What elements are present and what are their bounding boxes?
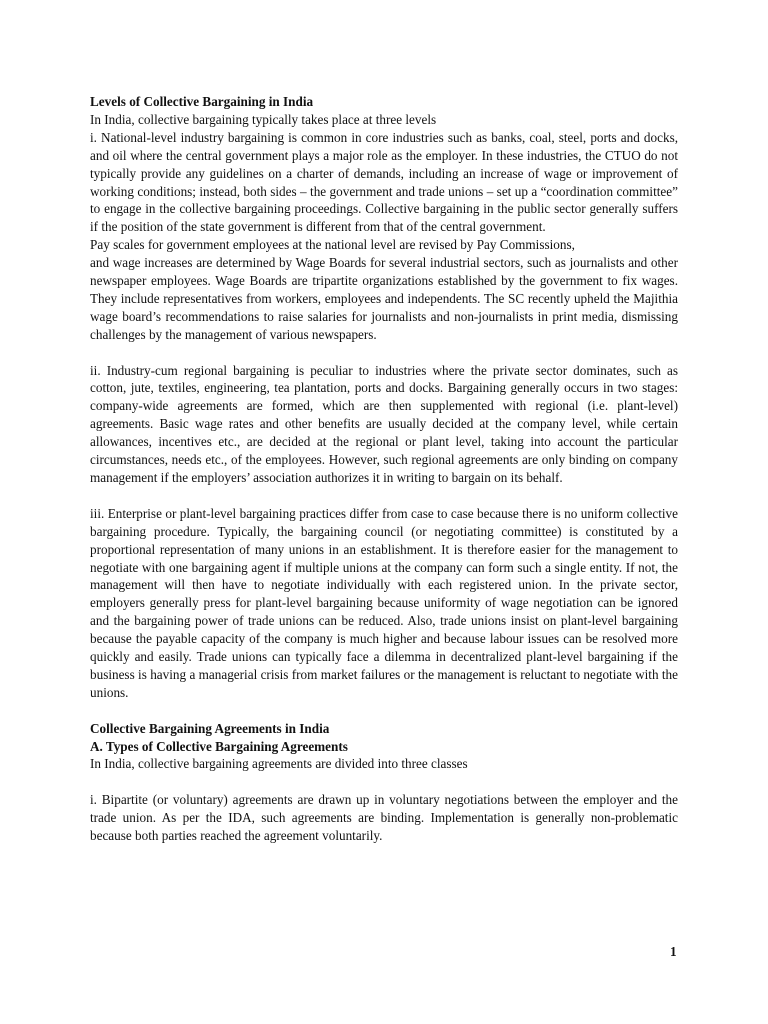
spacer [90,344,678,362]
section-levels [90,93,678,702]
spacer [90,773,678,791]
section-agreements [90,720,678,845]
paragraph-enterprise-level: iii. Enterprise or plant-level bargaining practices differ from case to case because there is no uniform collective bargaining procedure. Typically, the bargaining council (or negotiating committee) is constituted by a proportional representation of many unions in an establishment. It is therefore easier for the management to negotiate with one bargaining agent if multiple unions at the company can form such a single entity. If not, the management will then have to negotiate individually with each registered union. In the private sector, employers generally press for plant-level bargaining because uniformity of wage negotiation can be ignored and the bargaining power of trade unions can be reduced. Also, trade unions insist on plant-level bargaining because the payable capacity of the company is much higher and because labour issues can be resolved more quickly and easily. Trade unions can typically face a dilemma in decentralized plant-level bargaining if the business is having a managerial crisis from market failures or the management is reluctant to negotiate with the unions. [90,505,678,700]
page-number: 1 [670,944,677,959]
section-heading-agreements: Collective Bargaining Agreements in India [90,720,330,736]
paragraph-bipartite: i. Bipartite (or voluntary) agreements are drawn up in voluntary negotiations between the employer and the trade union. As per the IDA, such agreements are binding. Implementation is generally non-problematic because both parties reached the agreement voluntarily. [90,792,678,844]
paragraph-pay-scales: Pay scales for government employees at the national level are revised by Pay Commissions, [90,237,575,253]
section-heading-levels: Levels of Collective Bargaining in India [90,94,314,109]
spacer [90,487,678,505]
paragraph-industry-regional: ii. Industry-cum regional bargaining is peculiar to industries where the private sector dominates, such as cotton, jute, textiles, engineering, tea plantation, ports and docks. Bargaining generally occurs in two stages: company-wide agreements are formed, which are then supplemented with regional (i.e. plant-level) agreements. Basic wage rates and other benefits are usually decided at the company level, while certain allowances, incentives etc., are decided at the regional or plant level, taking into account the particular circumstances, needs etc., of the employees. However, such regional agreements are only binding on company management if the employers’ association authorizes it in writing to bargain on its behalf. [90,362,678,486]
section-intro: In India, collective bargaining agreements are divided into three classes [90,756,468,772]
subheading-types: A. Types of Collective Bargaining Agreements [90,738,348,754]
paragraph-national-level: i. National-level industry bargaining is common in core industries such as banks, coal, steel, ports and docks, and oil where the central government plays a major role as the employer. In these industries, the CTUO do not typically provide any guidelines on a charter of demands, including an increase of wage or improvement of working conditions; instead, both sides – the government and trade unions – set up a “coordination committee” to engage in the collective bargaining proceedings. Collective bargaining in the public sector generally suffers if the position of the state government is different from that of the central government. [90,129,678,235]
spacer [90,702,678,720]
section-intro: In India, collective bargaining typically takes place at three levels [90,111,437,127]
paragraph-wage-boards: and wage increases are determined by Wage Boards for several industrial sectors, such as journalists and other newspaper employees. Wage Boards are tripartite organizations established by the government to fix wages. They include representatives from workers, employees and independents. The SC recently upheld the Majithia wage board’s recommendations to raise salaries for journalists and non-journalists in print media, dismissing challenges by the management of various newspapers. [90,255,678,342]
document-body [90,93,678,845]
